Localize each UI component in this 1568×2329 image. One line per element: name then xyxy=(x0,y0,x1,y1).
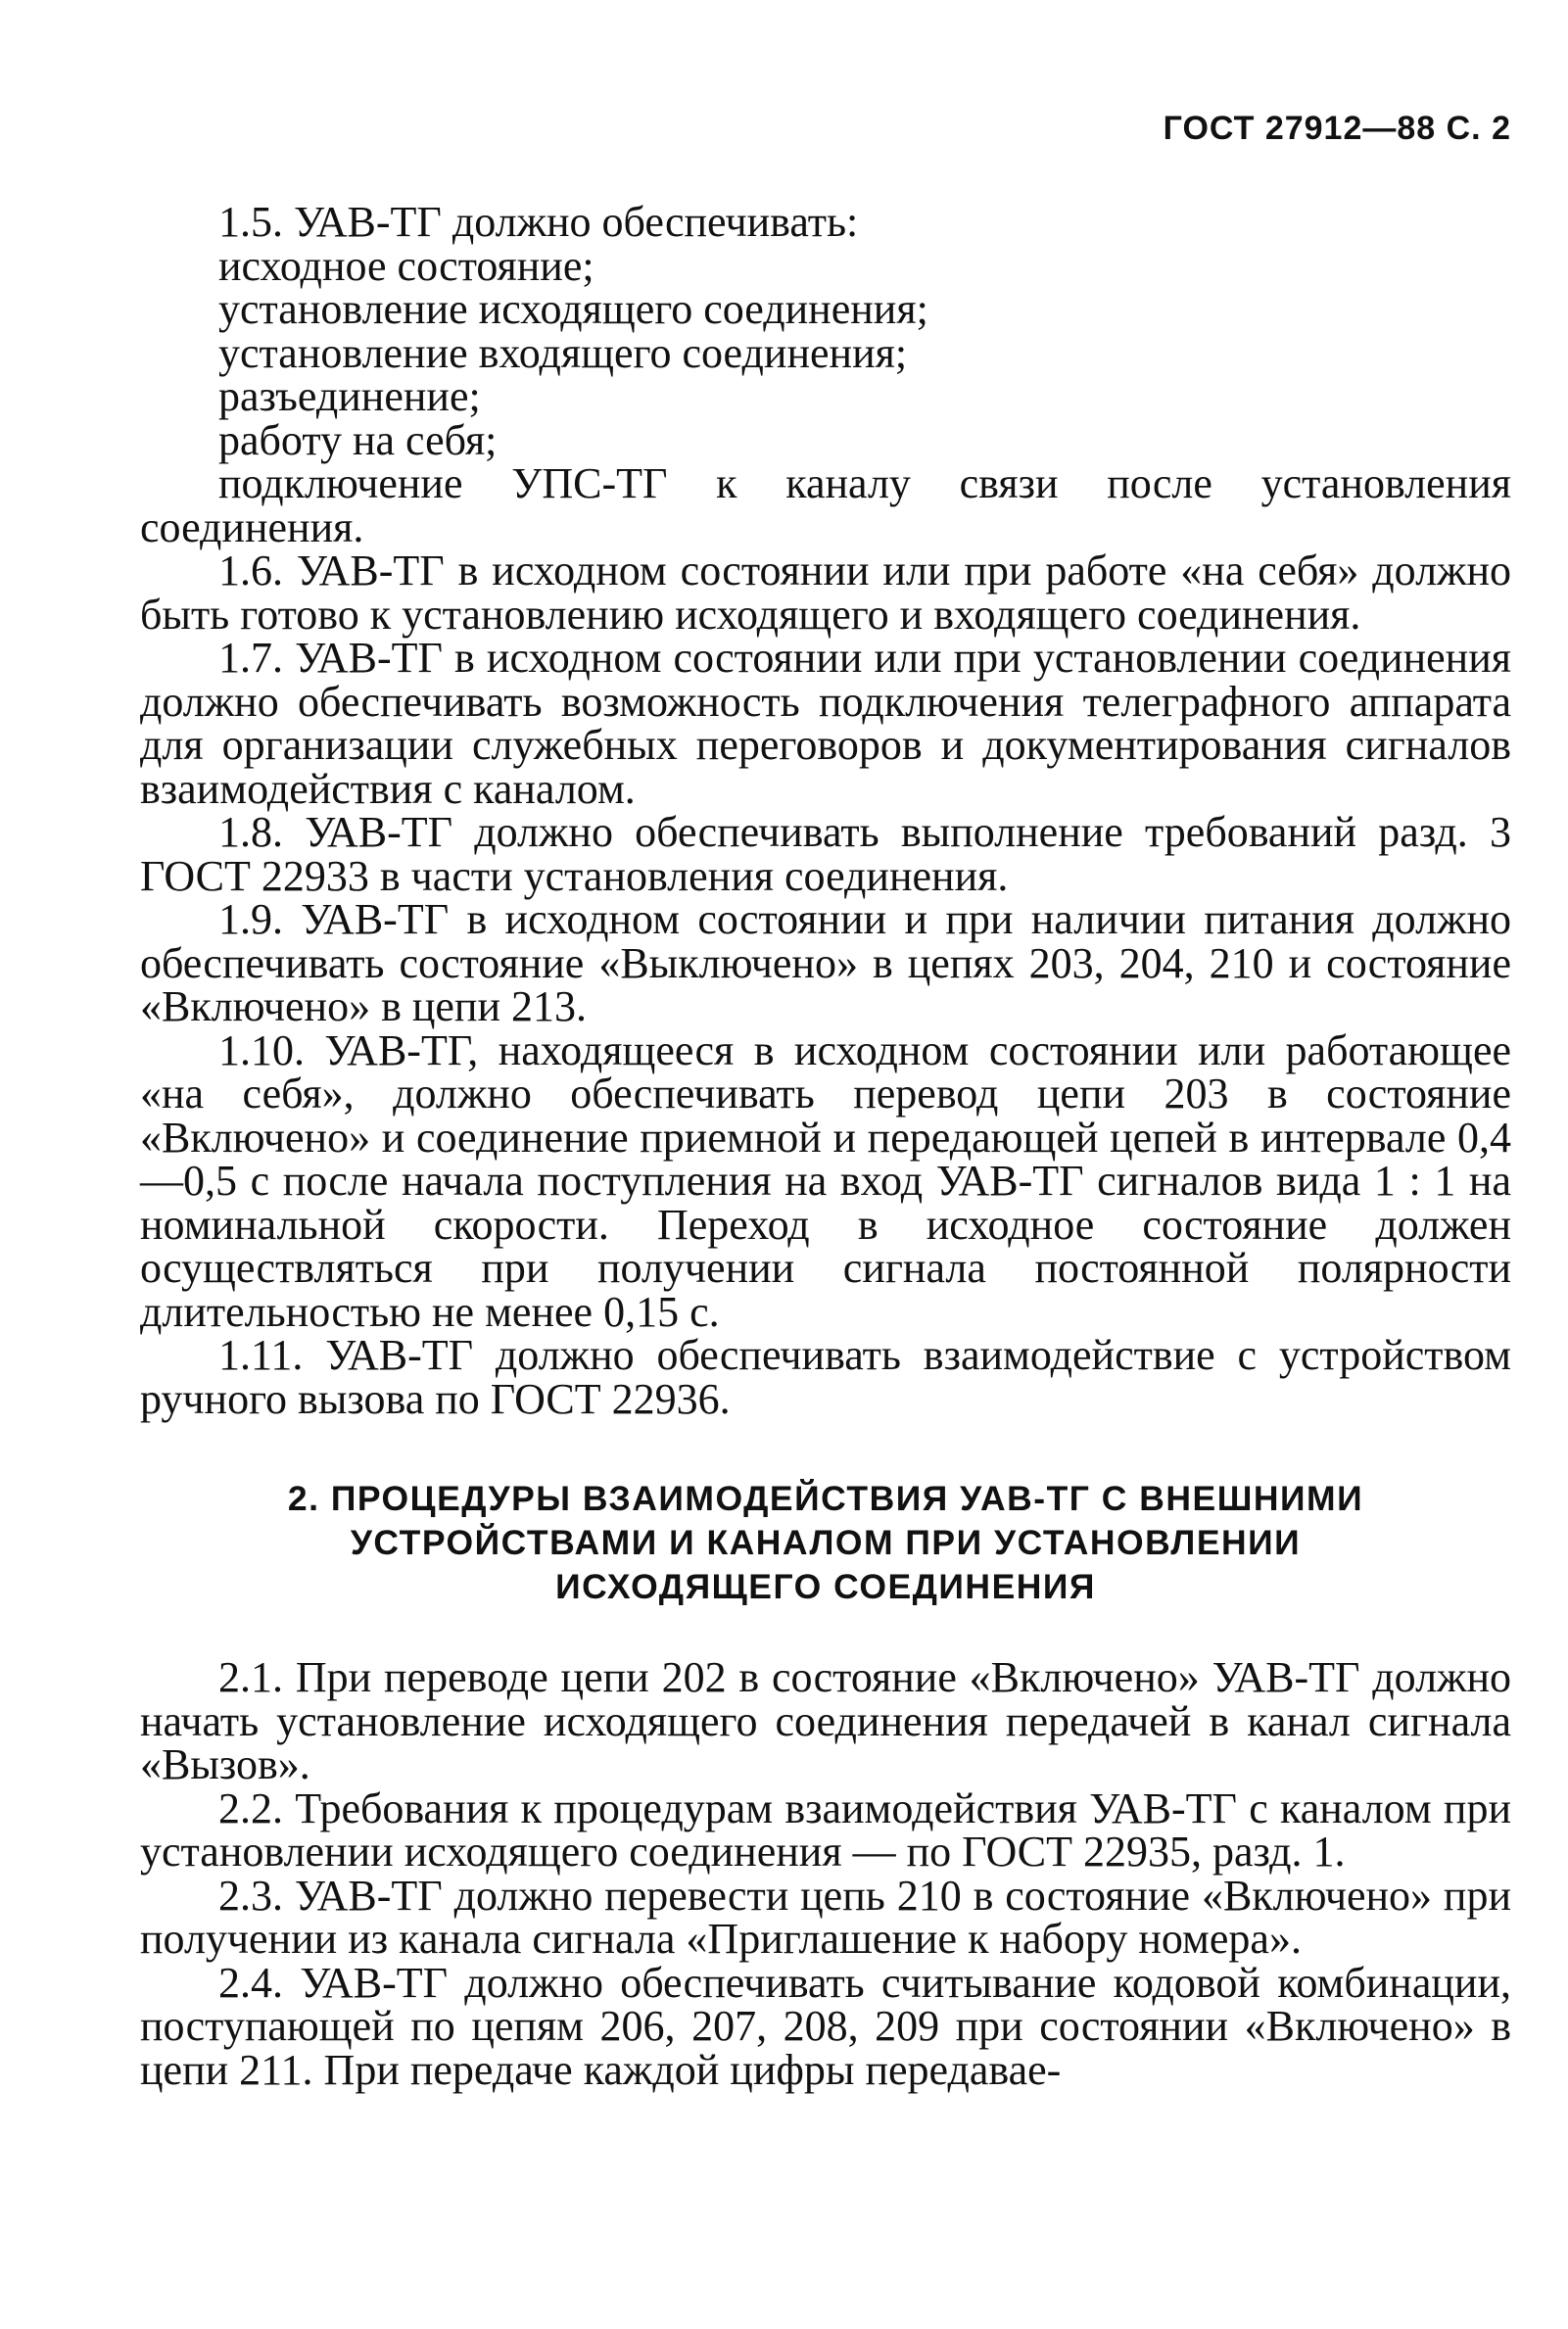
paragraph-1-6: 1.6. УАВ-ТГ в исходном состоянии или при работе «на себя» должно быть готово к установлению исходящего и входящего соединения. xyxy=(140,547,1511,639)
paragraph-1-5-intro: 1.5. УАВ-ТГ должно обеспечивать: xyxy=(218,198,859,246)
page-header: ГОСТ 27912—88 С. 2 xyxy=(1163,110,1511,147)
section-title-line: ИСХОДЯЩЕГО СОЕДИНЕНИЯ xyxy=(555,1567,1096,1606)
paragraph-2-1: 2.1. При переводе цепи 202 в состояние «Включено» УАВ-ТГ должно начать установление исходящего соединения передачей в канал сигнала «Вызов». xyxy=(140,1653,1511,1788)
section-title-line: 2. ПРОЦЕДУРЫ ВЗАИМОДЕЙСТВИЯ УАВ-ТГ С ВНЕШНИМИ xyxy=(287,1479,1364,1518)
paragraph-1-10: 1.10. УАВ-ТГ, находящееся в исходном состоянии или работающее «на себя», должно обеспечивать перевод цепи 203 в состояние «Включено» и соединение приемной и передающей цепей в интервале 0,4—0,5 с после начала поступления на вход УАВ-ТГ сигналов вида 1 : 1 на номинальной скорости. Переход в исходное состояние должен осуществляться при получении сигнала постоянной полярности длительностью не менее 0,15 с. xyxy=(140,1025,1511,1336)
list-item: установление исходящего соединения; xyxy=(218,285,928,333)
paragraph-2-4: 2.4. УАВ-ТГ должно обеспечивать считывание кодовой комбинации, поступающей по цепям 206, 207, 208, 209 при состоянии «Включено» в цепи 211. При передаче каждой цифры передавае- xyxy=(140,1958,1511,2094)
document-body xyxy=(140,198,1511,2094)
paragraph-1-8: 1.8. УАВ-ТГ должно обеспечивать выполнение требований разд. 3 ГОСТ 22933 в части установления соединения. xyxy=(140,808,1511,900)
paragraph-2-2: 2.2. Требования к процедурам взаимодействия УАВ-ТГ с каналом при установлении исходящего соединения — по ГОСТ 22935, разд. 1. xyxy=(140,1783,1511,1876)
section-2-title xyxy=(140,1477,1511,1609)
paragraph-1-7: 1.7. УАВ-ТГ в исходном состоянии или при установлении соединения должно обеспечивать возможность подключения телеграфного аппарата для организации служебных переговоров и документирования сигналов взаимодействия с каналом. xyxy=(140,634,1511,813)
paragraph-1-5-last: подключение УПС-ТГ к каналу связи после установления соединения. xyxy=(140,459,1511,551)
list-item: работу на себя; xyxy=(218,415,498,464)
list-item: исходное состояние; xyxy=(218,241,594,290)
paragraph-2-3: 2.3. УАВ-ТГ должно перевести цепь 210 в состояние «Включено» при получении из канала сигнала «Приглашение к набору номера». xyxy=(140,1871,1511,1963)
paragraph-1-11: 1.11. УАВ-ТГ должно обеспечивать взаимодействие с устройством ручного вызова по ГОСТ 22936. xyxy=(140,1331,1511,1423)
list-item: разъединение; xyxy=(218,372,481,420)
section-title-line: УСТРОЙСТВАМИ И КАНАЛОМ ПРИ УСТАНОВЛЕНИИ xyxy=(350,1523,1302,1562)
paragraph-1-9: 1.9. УАВ-ТГ в исходном состоянии и при наличии питания должно обеспечивать состояние «Выключено» в цепях 203, 204, 210 и состояние «Включено» в цепи 213. xyxy=(140,895,1511,1030)
list-item: установление входящего соединения; xyxy=(218,328,908,377)
